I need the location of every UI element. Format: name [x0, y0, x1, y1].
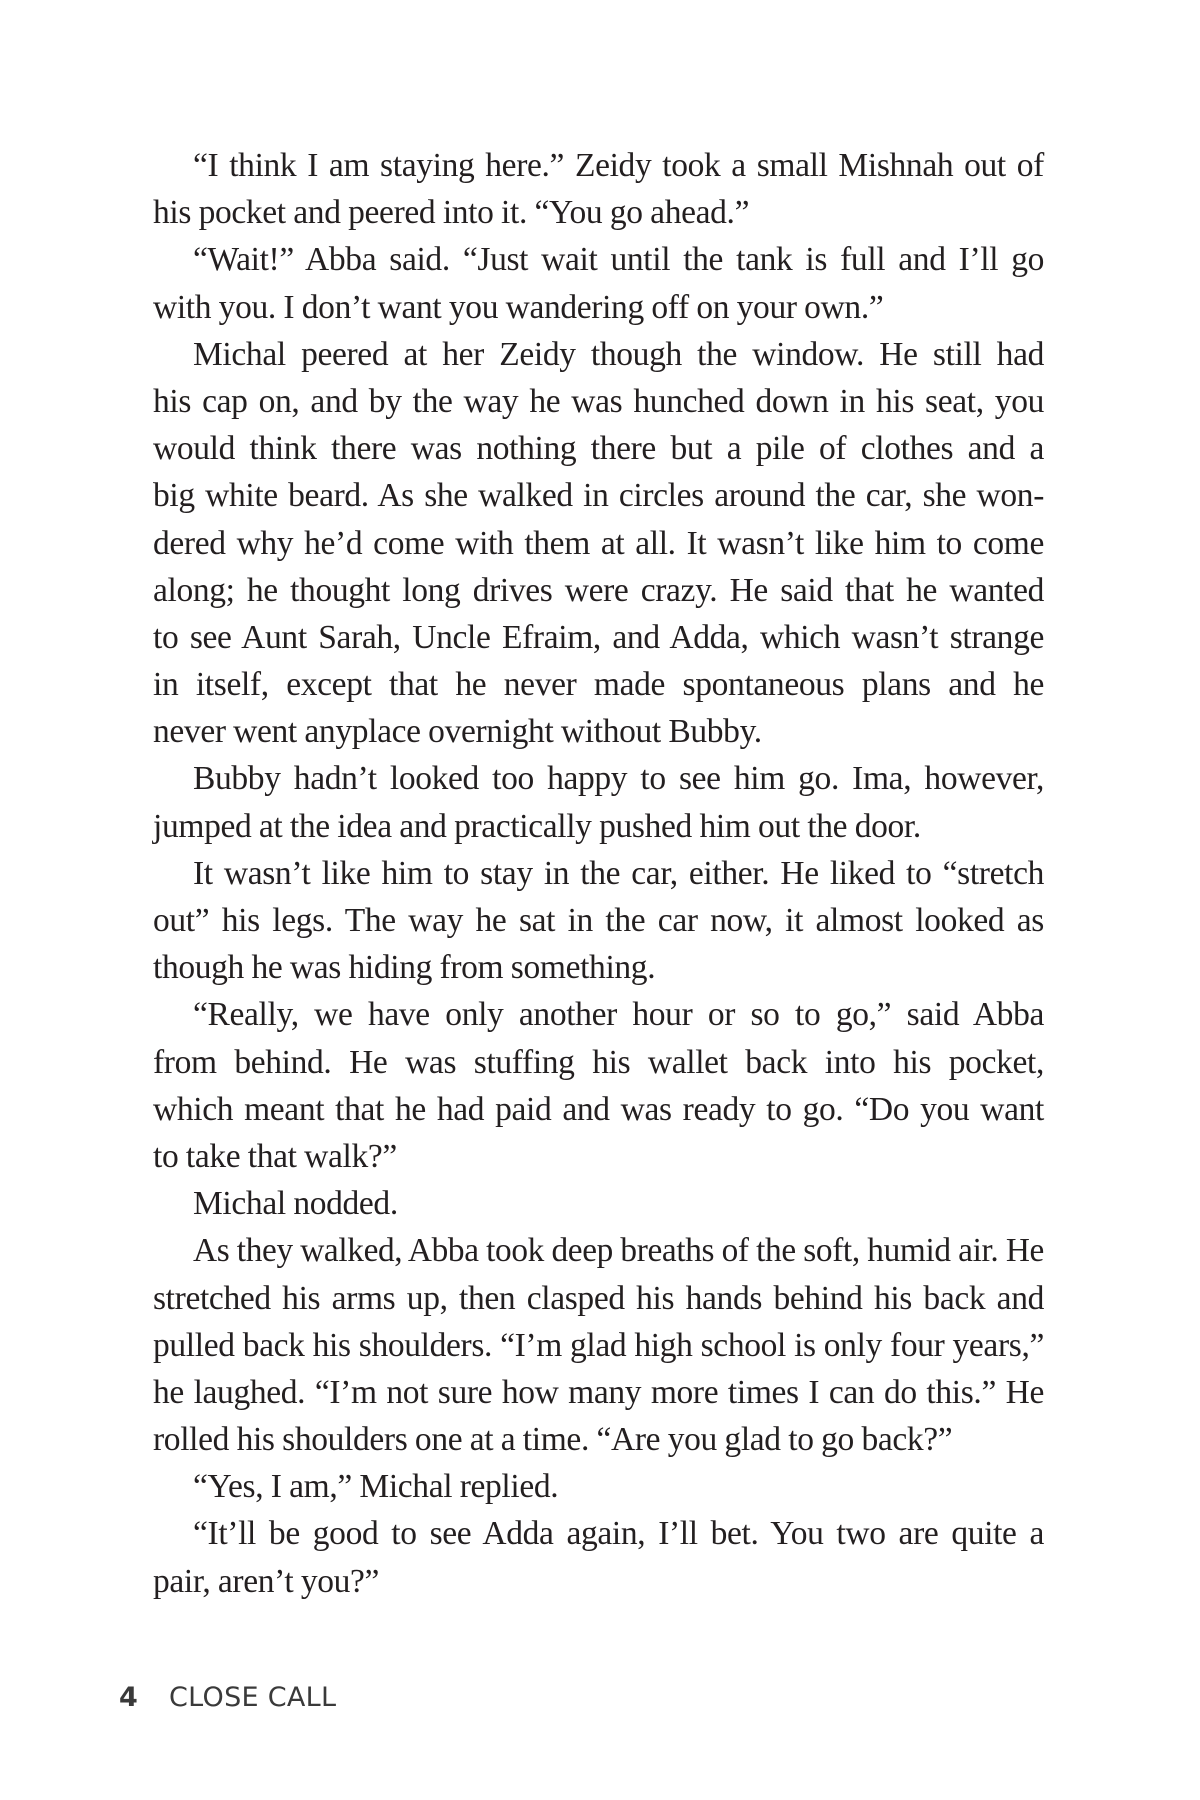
text-line: in itself, except that he never made spontaneous plans and he [153, 666, 1044, 704]
page-number: 4 [119, 1682, 139, 1713]
text-line: jumped at the idea and practically pushed him out the door. [153, 807, 921, 845]
text-line: would think there was nothing there but a pile of clothes and a [153, 430, 1044, 468]
text-line: big white beard. As she walked in circles around the car, she won- [153, 477, 1044, 515]
text-line: “It’ll be good to see Adda again, I’ll bet. You two are quite a [193, 1515, 1044, 1553]
text-line: he laughed. “I’m not sure how many more times I can do this.” He [153, 1373, 1044, 1411]
text-line: never went anyplace overnight without Bubby. [153, 713, 762, 751]
text-line: to take that walk?” [153, 1137, 397, 1175]
text-line: rolled his shoulders one at a time. “Are you glad to go back?” [153, 1421, 953, 1459]
text-line: though he was hiding from something. [153, 949, 656, 987]
text-line: his pocket and peered into it. “You go ahead.” [153, 194, 750, 232]
text-line: which meant that he had paid and was ready to go. “Do you want [153, 1090, 1044, 1128]
text-line: pulled back his shoulders. “I’m glad high school is only four years,” [153, 1326, 1044, 1364]
text-line: Michal nodded. [193, 1185, 398, 1223]
text-line: “Yes, I am,” Michal replied. [193, 1468, 559, 1506]
text-line: dered why he’d come with them at all. It wasn’t like him to come [153, 524, 1044, 562]
text-line: pair, aren’t you?” [153, 1562, 380, 1600]
text-line: Michal peered at her Zeidy though the window. He still had [193, 335, 1044, 373]
text-line: “I think I am staying here.” Zeidy took a small Mishnah out of [193, 147, 1044, 184]
text-line: As they walked, Abba took deep breaths of the soft, humid air. He [193, 1232, 1044, 1270]
text-line: to see Aunt Sarah, Uncle Efraim, and Adda, which wasn’t strange [153, 618, 1044, 656]
text-line: “Really, we have only another hour or so to go,” said Abba [193, 996, 1044, 1034]
page-footer [119, 1682, 336, 1713]
text-line: along; he thought long drives were crazy. He said that he wanted [153, 571, 1044, 609]
text-line: with you. I don’t want you wandering off on your own.” [153, 288, 884, 326]
text-line: his cap on, and by the way he was hunched down in his seat, you [153, 382, 1044, 420]
text-line: out” his legs. The way he sat in the car now, it almost looked as [153, 902, 1044, 939]
text-line: from behind. He was stuffing his wallet back into his pocket, [153, 1043, 1044, 1081]
running-head-title: CLOSE CALL [168, 1682, 337, 1713]
text-line: stretched his arms up, then clasped his hands behind his back and [153, 1279, 1044, 1317]
text-line: “Wait!” Abba said. “Just wait until the tank is full and I’ll go [193, 241, 1044, 279]
body-text [153, 142, 1044, 1605]
text-line: It wasn’t like him to stay in the car, either. He liked to “stretch [193, 854, 1044, 892]
text-line: Bubby hadn’t looked too happy to see him go. Ima, however, [193, 760, 1044, 798]
